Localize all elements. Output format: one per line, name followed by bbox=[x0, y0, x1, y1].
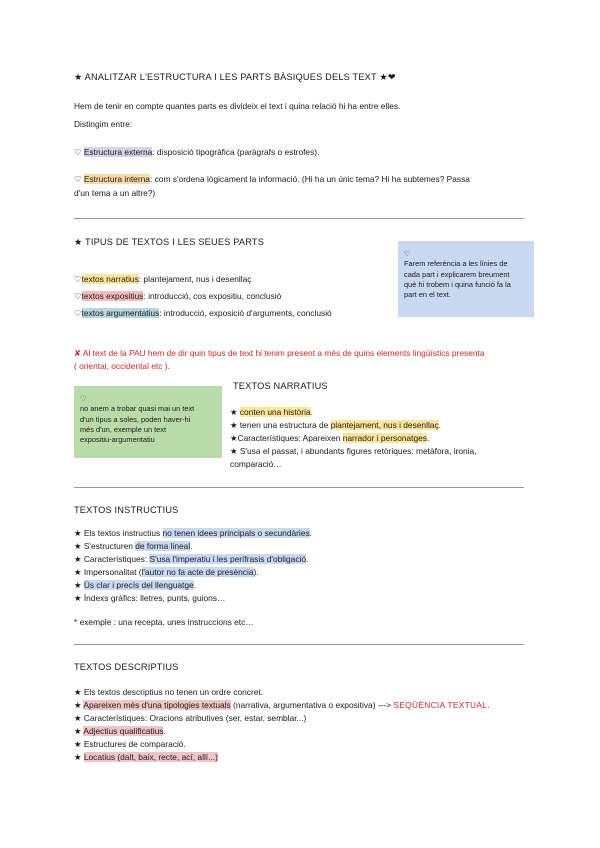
star-icon: ★ bbox=[74, 528, 82, 538]
star-icon: ★ bbox=[74, 567, 82, 577]
descriptive-title: TEXTOS DESCRIPTIUS bbox=[74, 662, 179, 672]
narrative-title: TEXTOS NARRATIUS bbox=[233, 381, 328, 391]
instructive-end: ). bbox=[253, 567, 259, 577]
instructive-end: . bbox=[309, 528, 312, 538]
heart-icon: ♡ bbox=[74, 174, 82, 184]
internal-structure-label: Estructura interna bbox=[83, 174, 150, 184]
pau-warning bbox=[74, 347, 485, 359]
descriptive-text: Característiques: Oracions atributives (ser, estar, semblar...) bbox=[83, 713, 307, 723]
star-icon: ★ bbox=[74, 554, 82, 564]
instructive-text: S'estructuren bbox=[83, 541, 136, 551]
instructive-highlight: de forma lineal bbox=[135, 541, 191, 551]
narrative-end: . bbox=[310, 407, 313, 417]
instructive-highlight: no tenen idees principals o secundàries bbox=[162, 528, 310, 538]
instructive-example: * exemple : una recepta, unes instruccions etc… bbox=[74, 617, 254, 627]
descriptive-end: . bbox=[487, 700, 490, 710]
instructive-end: . bbox=[190, 541, 193, 551]
pau-warning-text: Al text de la PAU hem de dir quin tipus de text hi tenim present a més de quins elements lingüístics presenta bbox=[82, 348, 485, 358]
instructive-highlight: l'autor no fa acte de presència bbox=[141, 567, 254, 577]
note-line: expositiu-argumentatiu bbox=[80, 435, 155, 445]
intro-text: Hem de tenir en compte quantes parts es divideix el text i quina relació hi ha entre elles. bbox=[74, 101, 401, 111]
narrative-parts: : plantejament, nus i desenllaç bbox=[138, 274, 252, 284]
instructive-item bbox=[74, 592, 225, 604]
argumentative-label: textos argumentatius bbox=[81, 308, 160, 318]
cross-icon: ✘ bbox=[74, 348, 82, 358]
narrative-end: . bbox=[427, 433, 430, 443]
type-expository bbox=[74, 290, 281, 302]
narrative-item bbox=[230, 432, 429, 444]
note-line: part en el text. bbox=[404, 290, 451, 300]
narrative-item bbox=[230, 419, 441, 431]
divider bbox=[74, 487, 524, 488]
heart-icon: ♡ bbox=[74, 274, 82, 284]
star-icon: ★ bbox=[230, 407, 238, 417]
star-icon: ★ bbox=[74, 593, 82, 603]
expository-label: textos expositius bbox=[81, 291, 144, 301]
narrative-item bbox=[230, 445, 477, 457]
instructive-item bbox=[74, 540, 193, 552]
heart-icon: ♡ bbox=[74, 308, 82, 318]
bullet-internal-structure bbox=[74, 173, 470, 185]
internal-structure-desc: : com s'ordena lògicament la informació. (Hi ha un únic tema? Hi ha subtemes? Passa bbox=[149, 174, 470, 184]
heart-icon: ♡ bbox=[404, 249, 411, 258]
note-line: cada part i explicarem breument bbox=[404, 269, 510, 279]
narrative-item-cont: comparació… bbox=[230, 459, 282, 469]
descriptive-item bbox=[74, 751, 218, 763]
narrative-text: tenen una estructura de bbox=[239, 420, 331, 430]
narrative-end: . bbox=[438, 420, 441, 430]
narrative-text: S'usa el passat, i abundants figures retòriques: metàfora, ironia, bbox=[239, 446, 477, 456]
star-icon: ★ bbox=[230, 446, 238, 456]
note-line: més d'un, exemple un text bbox=[80, 425, 167, 435]
divider bbox=[74, 644, 524, 645]
narrative-highlight: conten una història bbox=[239, 407, 311, 417]
descriptive-item bbox=[74, 725, 166, 737]
narrative-label: textos narratius bbox=[81, 274, 139, 284]
expository-parts: : introducció, cos expositiu, conclusió bbox=[143, 291, 282, 301]
instructive-item bbox=[74, 527, 312, 539]
internal-structure-desc-cont: d'un tema a un altre?) bbox=[74, 188, 156, 198]
star-icon: ★ bbox=[74, 580, 82, 590]
argumentative-parts: : introducció, exposició d'arguments, conclusió bbox=[159, 308, 332, 318]
pau-warning-cont: ( oriental, occidental etc ). bbox=[74, 361, 170, 371]
narrative-item bbox=[230, 406, 313, 418]
instructive-title: TEXTOS INSTRUCTIUS bbox=[74, 505, 179, 515]
narrative-highlight: plantejament, nus i desenllaç bbox=[330, 420, 439, 430]
star-icon: ★ bbox=[230, 420, 238, 430]
type-narrative bbox=[74, 273, 251, 285]
instructive-end: . bbox=[193, 580, 197, 590]
note-line: no anem a trobar quasi mai un text bbox=[80, 404, 195, 414]
narrative-highlight: narrador i personatges bbox=[342, 433, 427, 443]
descriptive-highlight: Locatius (dalt, baix, recte, ací, allí...) bbox=[83, 752, 218, 762]
instructive-text: Índexs gràfics: lletres, punts, guions… bbox=[83, 593, 226, 603]
heart-icon: ♡ bbox=[74, 291, 82, 301]
star-icon: ★ bbox=[74, 739, 82, 749]
distinguish-text: Distingim entre: bbox=[74, 119, 133, 129]
instructive-text: Els textos instructius bbox=[83, 528, 163, 538]
descriptive-text: Els textos descriptius no tenen un ordre concret. bbox=[83, 687, 264, 697]
descriptive-highlight: Apareixen més d'una tipologies textuals bbox=[83, 700, 231, 710]
section-title-text-types: ★ TIPUS DE TEXTOS I LES SEUES PARTS bbox=[74, 237, 265, 247]
bullet-external-structure bbox=[74, 146, 319, 158]
descriptive-text: Estructures de comparació. bbox=[83, 739, 186, 749]
star-icon: ★ bbox=[74, 541, 82, 551]
descriptive-item bbox=[74, 738, 186, 750]
divider bbox=[74, 218, 524, 219]
star-icon: ★ bbox=[74, 713, 82, 723]
note-line: què hi trobem i quina funció fa la bbox=[404, 280, 511, 290]
descriptive-item bbox=[74, 712, 306, 724]
note-line: Farem referència a les línies de bbox=[404, 259, 508, 269]
descriptive-item bbox=[74, 699, 490, 711]
note-line: d'un tipus a soles, poden haver-hi bbox=[80, 414, 191, 424]
descriptive-highlight: Adjectius qualificatius bbox=[83, 726, 164, 736]
star-icon: ★ bbox=[74, 726, 82, 736]
note-box-green bbox=[74, 386, 222, 458]
textual-sequence-label: SEQÜÈNCIA TEXTUAL bbox=[393, 700, 488, 710]
instructive-item bbox=[74, 579, 196, 591]
heart-icon: ♡ bbox=[80, 394, 87, 403]
star-icon: ★ bbox=[74, 687, 82, 697]
note-box-blue bbox=[398, 241, 534, 317]
instructive-end: . bbox=[306, 554, 309, 564]
external-structure-desc: : disposició tipogràfica (paràgrafs o estrofes). bbox=[152, 147, 320, 157]
type-argumentative bbox=[74, 307, 332, 319]
instructive-text: Impersonalitat ( bbox=[83, 567, 142, 577]
star-icon: ★ bbox=[230, 433, 238, 443]
external-structure-label: Estructura externa bbox=[83, 147, 153, 157]
instructive-text: Característiques: bbox=[83, 554, 150, 564]
descriptive-item bbox=[74, 686, 263, 698]
narrative-text: Característiques: Apareixen bbox=[237, 433, 343, 443]
star-icon: ★ bbox=[74, 752, 82, 762]
instructive-highlight: Ús clar i precís del llenguatge bbox=[83, 580, 194, 590]
instructive-item bbox=[74, 566, 259, 578]
heart-icon: ♡ bbox=[74, 147, 82, 157]
star-icon: ★ bbox=[74, 700, 82, 710]
section-title-structure: ★ ANALITZAR L'ESTRUCTURA I LES PARTS BÀSIQUES DELS TEXT ★❤ bbox=[74, 72, 396, 82]
instructive-highlight: S'usa l'imperatiu i les perífrasis d'obligació bbox=[149, 554, 307, 564]
descriptive-text: (narrativa, argumentativa o expositiva) ---> bbox=[230, 700, 394, 710]
instructive-item bbox=[74, 553, 308, 565]
descriptive-end: . bbox=[163, 726, 166, 736]
